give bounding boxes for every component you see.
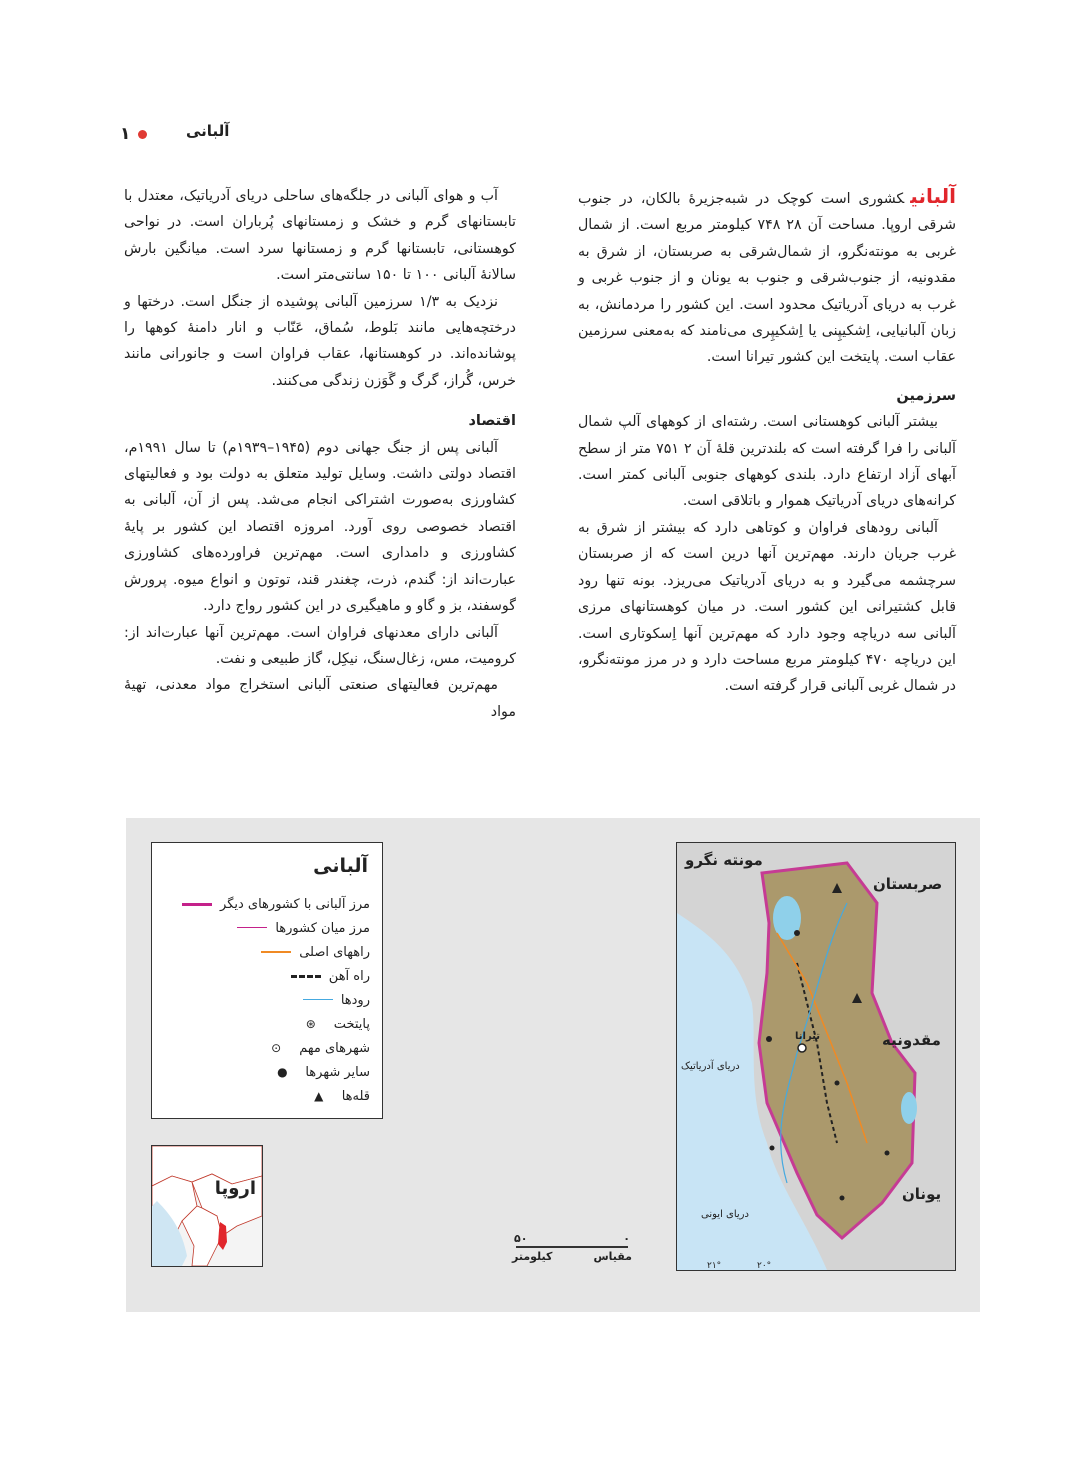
map-scale-bar [512, 1232, 632, 1268]
legend-label: شهرهای مهم [299, 1040, 370, 1056]
map-label-adriatic: دریای آدریاتیک [681, 1061, 740, 1072]
intro-paragraph [578, 183, 956, 371]
running-title: آلبانی [186, 122, 230, 140]
intro-keyword: آلبانی [910, 184, 956, 208]
map-label-ionian: دریای ایونی [701, 1209, 749, 1220]
railway-line-icon [291, 969, 321, 983]
inset-label: اروپا [214, 1178, 256, 1199]
peak-triangle-icon: ▲ [314, 1089, 324, 1103]
legend-row-peaks [304, 1085, 370, 1107]
legend-label: مرز آلبانی با کشورهای دیگر [220, 896, 370, 912]
right-column [578, 183, 956, 700]
legend-row-rivers [303, 989, 370, 1011]
europe-locator-inset [151, 1145, 263, 1267]
scale-fifty: ۵۰ [514, 1232, 528, 1245]
albania-map [676, 842, 956, 1271]
legend-row-international-border [182, 893, 370, 915]
map-coord-20: ۲۰° [757, 1261, 772, 1271]
scale-zero: ۰ [623, 1232, 630, 1245]
intro-text: کشوری است کوچک در شبه‌جزیرهٔ بالکان، در جنوب شرقی اروپا. مساحت آن ۲۸ ۷۴۸ کیلومتر مربع است. از شمال غربی به مونته‌نگرو، از شمال‌شرقی به صربستان، از شرق به مقدونیه، از جنوب‌شرقی و جنوب به یونان و از جنوب غربی و غرب به دریای آدریاتیک محدود است. این کشور را مردمانش، به زبان آلبانیایی، اِشکیپِنی یا اِشکیپِری می‌نامند که به‌معنی سرزمین عقاب است. پایتخت این کشور تیرانا است. [578, 191, 956, 366]
river-line-icon [303, 993, 333, 1007]
climate-paragraph-1: آب و هوای آلبانی در جلگه‌های ساحلی دریای آدریاتیک، معتدل با تابستانهای گرم و خشک و زمستانهای پُرباران است. در نواحی کوهستانی، تابستانها گرم و زمستانها سرد است. میانگین بارش سالانهٔ آلبانی ۱۰۰ تا ۱۵۰ سانتی‌متر است. [124, 188, 516, 284]
scale-caption: مقیاس [593, 1250, 632, 1263]
map-label-macedonia: مقدونیه [882, 1031, 941, 1049]
legend-label: رودها [340, 992, 370, 1008]
legend-label: سایر شهرها [305, 1064, 370, 1080]
legend-label: راههای اصلی [299, 944, 370, 960]
economy-paragraph-2: آلبانی دارای معدنهای فراوان است. مهم‌ترین آنها عبارت‌اند از: کرومیت، مس، زغال‌سنگ، نیکِل، گاز طبیعی و نفت. [124, 624, 516, 667]
page-header [120, 124, 147, 144]
map-label-tirana: تیرانا [795, 1031, 820, 1042]
map-label-serbia: صربستان [873, 875, 943, 893]
section-heading-land: سرزمین [896, 387, 956, 404]
map-label-montenegro: مونته نگرو [685, 851, 763, 869]
albania-map-graphic [677, 843, 955, 1270]
map-legend [151, 842, 383, 1119]
economy-paragraph-3: مهم‌ترین فعالیتهای صنعتی آلبانی استخراج مواد معدنی، تهیهٔ مواد [124, 677, 516, 720]
border-thin-line-icon [237, 921, 267, 935]
legend-label: مرز میان کشورها [275, 920, 370, 936]
economy-paragraph-1: آلبانی پس از جنگ جهانی دوم (۱۹۴۵–۱۹۳۹م) تا سال ۱۹۹۱م، اقتصاد دولتی داشت. وسایل تولید متعلق به دولت بود و فعالیتهای کشاورزی به‌صورت اشتراکی انجام می‌شد. پس از آن، آلبانی به اقتصاد خصوصی روی آورد. امروزه اقتصاد این کشور بر پایهٔ کشاورزی و دامداری است. مهم‌ترین فراورده‌های کشاورزی عبارت‌اند از: گندم، ذرت، چغندر قند، توتون و انواع میوه. پرورش گوسفند، بز و گاو و ماهیگیری در این کشور رواج دارد. [124, 439, 516, 615]
road-line-icon [261, 945, 291, 959]
left-column [124, 183, 516, 725]
header-dot-icon [138, 130, 147, 139]
map-label-greece: یونان [902, 1185, 942, 1203]
land-paragraph-1: بیشتر آلبانی کوهستانی است. رشته‌ای از کوههای آلپ شمال آلبانی را فرا گرفته است که بلندترین قلهٔ آن ۲ ۷۵۱ متر از سطح آبهای آزاد ارتفاع دارد. بلندی کوههای جنوبی آلبانی کمتر است. کرانه‌های دریای آدریاتیک هموار و باتلاقی است. [578, 414, 957, 510]
legend-title: آلبانی [313, 855, 368, 877]
city-dot-icon: ● [277, 1065, 288, 1079]
legend-row-railway [291, 965, 370, 987]
legend-row-border [237, 917, 370, 939]
legend-label: پایتخت [333, 1016, 370, 1032]
climate-paragraph-2: نزدیک به ۱/۳ سرزمین آلبانی پوشیده از جنگل است. درختها و درختچه‌هایی مانند بَلوط، سُماق، عَنّاب و انار دامنهٔ کوهها را پوشانده‌اند. در کوهستانها، عقاب فراوان است و جانورانی مانند خرس، گُراز، گرگ و گَوَزن زندگی می‌کنند. [124, 293, 516, 389]
major-city-symbol-icon: ⊙ [271, 1041, 282, 1055]
capital-symbol-icon: ⊛ [305, 1017, 316, 1031]
legend-row-other-cities [267, 1061, 370, 1083]
legend-row-roads [261, 941, 370, 963]
page-number: ۱ [120, 124, 131, 144]
legend-row-major-cities [261, 1037, 370, 1059]
legend-label: راه آهن [328, 968, 370, 984]
border-line-icon [182, 897, 212, 911]
europe-locator-map [152, 1146, 262, 1266]
scale-unit: کیلومتر [512, 1250, 553, 1263]
legend-row-capital [296, 1013, 370, 1035]
land-paragraph-2: آلبانی رودهای فراوان و کوتاهی دارد که بیشتر از شرق به غرب جریان دارند. مهم‌ترین آنها درین است که از صربستان سرچشمه می‌گیرد و به دریای آدریاتیک می‌ریزد. بونه تنها رود قابل کشتیرانی این کشور است. در میان کوهستانهای مرزی آلبانی سه دریاچه وجود دارد که مهم‌ترین آنها اِسکوتاری است. این دریاچه ۴۷۰ کیلومتر مربع مساحت دارد و در مرز مونته‌نگرو، در شمال غربی آلبانی قرار گرفته است. [578, 519, 956, 695]
scale-line [516, 1246, 628, 1248]
legend-label: قله‌ها [341, 1088, 370, 1104]
map-coord-21: ۲۱° [707, 1261, 722, 1271]
section-heading-economy: اقتصاد [468, 413, 516, 430]
